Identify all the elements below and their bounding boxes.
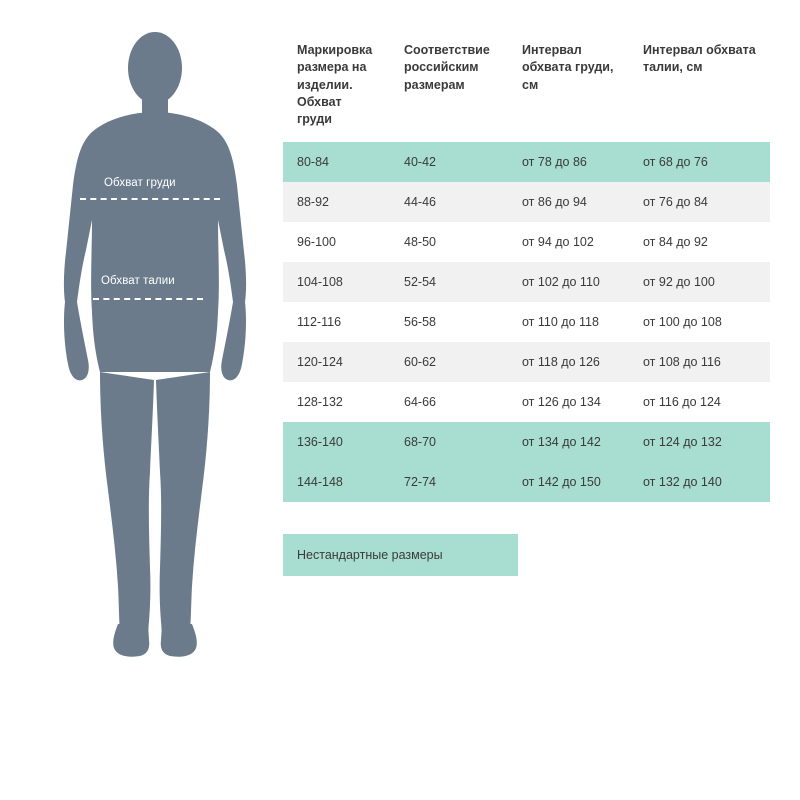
cell-russian-size: 48-50 [390, 222, 508, 262]
cell-russian-size: 44-46 [390, 182, 508, 222]
table-row [283, 342, 770, 382]
cell-marking: 104-108 [283, 262, 390, 302]
table-row [283, 182, 770, 222]
cell-russian-size: 68-70 [390, 422, 508, 462]
cell-marking: 128-132 [283, 382, 390, 422]
cell-russian-size: 72-74 [390, 462, 508, 502]
body-figure [30, 20, 280, 680]
table-row [283, 142, 770, 182]
cell-chest-range: от 110 до 118 [508, 302, 629, 342]
cell-waist-range: от 84 до 92 [629, 222, 770, 262]
cell-marking: 136-140 [283, 422, 390, 462]
cell-chest-range: от 134 до 142 [508, 422, 629, 462]
waist-measure-line [93, 298, 203, 300]
cell-waist-range: от 76 до 84 [629, 182, 770, 222]
chest-measure-line [80, 198, 220, 200]
cell-waist-range: от 108 до 116 [629, 342, 770, 382]
column-header-chest-range: Интервал обхвата груди, см [508, 30, 629, 142]
table-head [283, 30, 770, 142]
cell-waist-range: от 116 до 124 [629, 382, 770, 422]
table-row [283, 462, 770, 502]
cell-marking: 112-116 [283, 302, 390, 342]
cell-waist-range: от 92 до 100 [629, 262, 770, 302]
chest-measure-label: Обхват груди [95, 172, 185, 196]
column-header-waist-range: Интервал обхвата талии, см [629, 30, 770, 142]
cell-marking: 144-148 [283, 462, 390, 502]
cell-marking: 80-84 [283, 142, 390, 182]
cell-waist-range: от 132 до 140 [629, 462, 770, 502]
table-row [283, 222, 770, 262]
cell-chest-range: от 126 до 134 [508, 382, 629, 422]
table-row [283, 262, 770, 302]
cell-chest-range: от 118 до 126 [508, 342, 629, 382]
cell-marking: 96-100 [283, 222, 390, 262]
male-silhouette-icon [30, 20, 280, 680]
table-row [283, 382, 770, 422]
cell-russian-size: 60-62 [390, 342, 508, 382]
cell-waist-range: от 68 до 76 [629, 142, 770, 182]
waist-measure-label: Обхват талии [92, 270, 184, 294]
cell-chest-range: от 102 до 110 [508, 262, 629, 302]
table-row [283, 422, 770, 462]
column-header-marking: Маркировка размера на изделии. Обхват груди [283, 30, 390, 142]
cell-chest-range: от 78 до 86 [508, 142, 629, 182]
cell-russian-size: 52-54 [390, 262, 508, 302]
cell-russian-size: 40-42 [390, 142, 508, 182]
table-header-row [283, 30, 770, 142]
cell-chest-range: от 94 до 102 [508, 222, 629, 262]
cell-chest-range: от 86 до 94 [508, 182, 629, 222]
table-body [283, 142, 770, 502]
cell-russian-size: 64-66 [390, 382, 508, 422]
size-table-container [283, 30, 770, 502]
nonstandard-sizes-banner[interactable]: Нестандартные размеры [283, 534, 518, 576]
cell-russian-size: 56-58 [390, 302, 508, 342]
cell-marking: 88-92 [283, 182, 390, 222]
column-header-russian-size: Соответствие российским размерам [390, 30, 508, 142]
table-row [283, 302, 770, 342]
size-table [283, 30, 770, 502]
cell-chest-range: от 142 до 150 [508, 462, 629, 502]
cell-waist-range: от 124 до 132 [629, 422, 770, 462]
cell-waist-range: от 100 до 108 [629, 302, 770, 342]
cell-marking: 120-124 [283, 342, 390, 382]
